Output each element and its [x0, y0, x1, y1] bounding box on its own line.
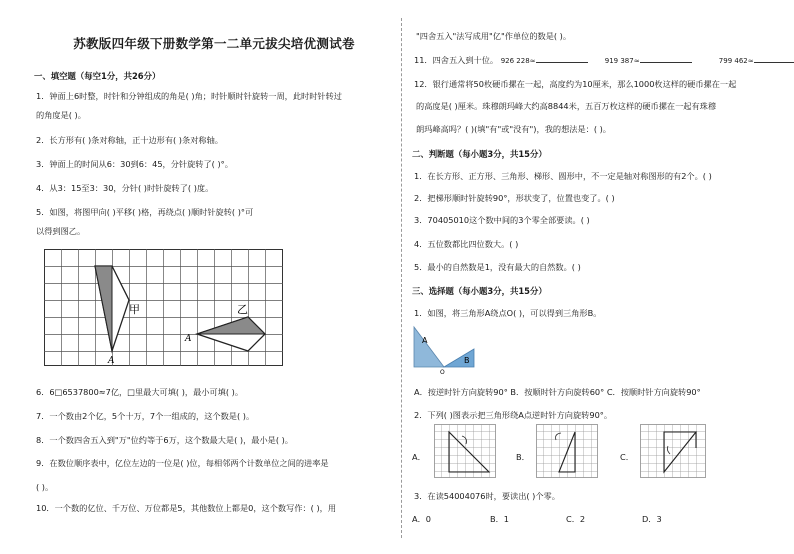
choice-1: 1．如图，将三角形A绕点O( )，可以得到三角形B。: [414, 308, 602, 318]
judge-5: 5．最小的自然数是1，没有最大的自然数。( ): [414, 262, 581, 272]
question-7: 7．一个数由2个亿，5个十万，7个一组成的，这个数是( )。: [36, 411, 255, 421]
question-9-line-1: 9．在数位顺序表中，亿位左边的一位是( )位，每相邻两个计数单位之间的进率是: [36, 458, 329, 468]
answer-blank-3[interactable]: [754, 62, 794, 63]
grid-svg: [44, 249, 289, 369]
label-point-a-jia: A: [108, 356, 115, 366]
answer-blank-1[interactable]: [536, 62, 588, 63]
choice-2-option-b-figure[interactable]: [536, 424, 598, 479]
question-12-line-2: 的高度是( )厘米。珠穆朗玛峰大约高8844米，五百万枚这样的硬币摞在一起有珠穆: [416, 101, 717, 111]
question-8: 8．一个数四舍五入到"万"位约等于6万，这个数最大是( )，最小是( )。: [36, 435, 293, 445]
question-1-line-1: 1．钟面上6时整，时针和分钟组成的角是( )角；时针顺时针旋转一周，此时时针转过: [36, 91, 342, 101]
question-12-line-3: 朗玛峰高吗？( )(填"有"或"没有")，我的想法是：( )。: [416, 124, 611, 134]
section-multiple-choice: 三、选择题（每小题3分，共15分）: [412, 286, 547, 296]
question-11-value-3: 799 462≈: [718, 57, 754, 65]
question-2: 2．长方形有( )条对称轴，正十边形有( )条对称轴。: [36, 135, 223, 145]
question-11: [414, 55, 794, 67]
triangle-b-label: B: [464, 356, 470, 365]
point-o-label: O: [440, 369, 445, 375]
section-fill-blank: 一、填空题（每空1分，共26分）: [34, 71, 161, 81]
page-title: 苏教版四年级下册数学第一二单元拔尖培优测试卷: [73, 36, 355, 51]
judge-1: 1．在长方形、正方形、三角形、梯形、圆形中，不一定是轴对称图形的有2个。( ): [414, 171, 712, 181]
choice-2-option-b-label[interactable]: B．: [516, 452, 530, 462]
question-12-line-1: 12．银行通常将50枚硬币摞在一起，高度约为10厘米，那么1000枚这样的硬币摞在一起: [414, 79, 737, 89]
question-6: 6．6□6537800≈7亿，□里最大可填( )，最小可填( )。: [36, 387, 244, 397]
figure-yi-shaded: [197, 317, 265, 334]
question-3: 3．钟面上的时间从6：30到6：45，分针旋转了( )°。: [36, 159, 233, 169]
question-4: 4．从3：15至3：30，分针( )时针旋转了( )度。: [36, 183, 214, 193]
label-jia: 甲: [129, 303, 140, 316]
judge-2: 2．把梯形顺时针旋转90°，形状变了，位置也变了。( ): [414, 193, 615, 203]
triangle-b: [444, 349, 474, 367]
choice-3-option-c[interactable]: C．2: [566, 514, 586, 524]
triangle-a: [414, 327, 444, 367]
judge-3: 3．70405010这个数中间的3个零全部要读。( ): [414, 215, 590, 225]
question-10-continued: "四舍五入"法写成用"亿"作单位的数是( )。: [416, 31, 572, 41]
label-point-a-yi: A: [185, 334, 192, 344]
rotation-triangles-figure: [410, 325, 490, 375]
question-1-line-2: 的角度是( )。: [36, 110, 86, 120]
choice-2-option-c-figure[interactable]: [640, 424, 706, 479]
choice-3-option-a[interactable]: A．0: [412, 514, 431, 524]
choice-2-option-c-label[interactable]: C．: [620, 452, 634, 462]
question-11-label: 11．四舍五入到十位。: [414, 55, 499, 65]
question-5-line-2: 以得到图乙。: [36, 226, 86, 236]
figure-jia-shaded: [95, 266, 112, 351]
question-11-value-1: 926 228≈: [500, 57, 536, 65]
question-10: 10．一个数的亿位、千万位、万位都是5，其他数位上都是0，这个数写作：( )，用: [36, 503, 337, 513]
section-true-false: 二、判断题（每小题3分，共15分）: [412, 149, 547, 159]
triangle-a-label: A: [422, 336, 428, 345]
question-9-line-2: ( )。: [36, 482, 54, 492]
choice-1-options: A．按逆时针方向旋转90° B．按顺时针方向旋转60° C．按顺时针方向旋转90°: [414, 387, 701, 397]
label-yi: 乙: [237, 303, 248, 316]
answer-blank-2[interactable]: [640, 62, 692, 63]
choice-2-option-a-figure[interactable]: [434, 424, 496, 479]
question-11-value-2: 919 387≈: [604, 57, 640, 65]
choice-2: 2．下列( )图表示把三角形绕A点逆时针方向旋转90°。: [414, 410, 613, 420]
choice-3: 3．在读54004076时，要读出( )个零。: [414, 491, 560, 501]
judge-4: 4．五位数都比四位数大。( ): [414, 239, 519, 249]
question-5-line-1: 5．如图，将图甲向( )平移( )格，再绕点( )顺时针旋转( )°可: [36, 207, 254, 217]
choice-2-option-a-label[interactable]: A．: [412, 452, 426, 462]
triangles-svg: [410, 325, 490, 375]
choice-3-option-b[interactable]: B．1: [490, 514, 510, 524]
rotation-grid-figure: [44, 249, 289, 369]
column-divider: [401, 18, 402, 538]
choice-3-option-d[interactable]: D．3: [642, 514, 662, 524]
